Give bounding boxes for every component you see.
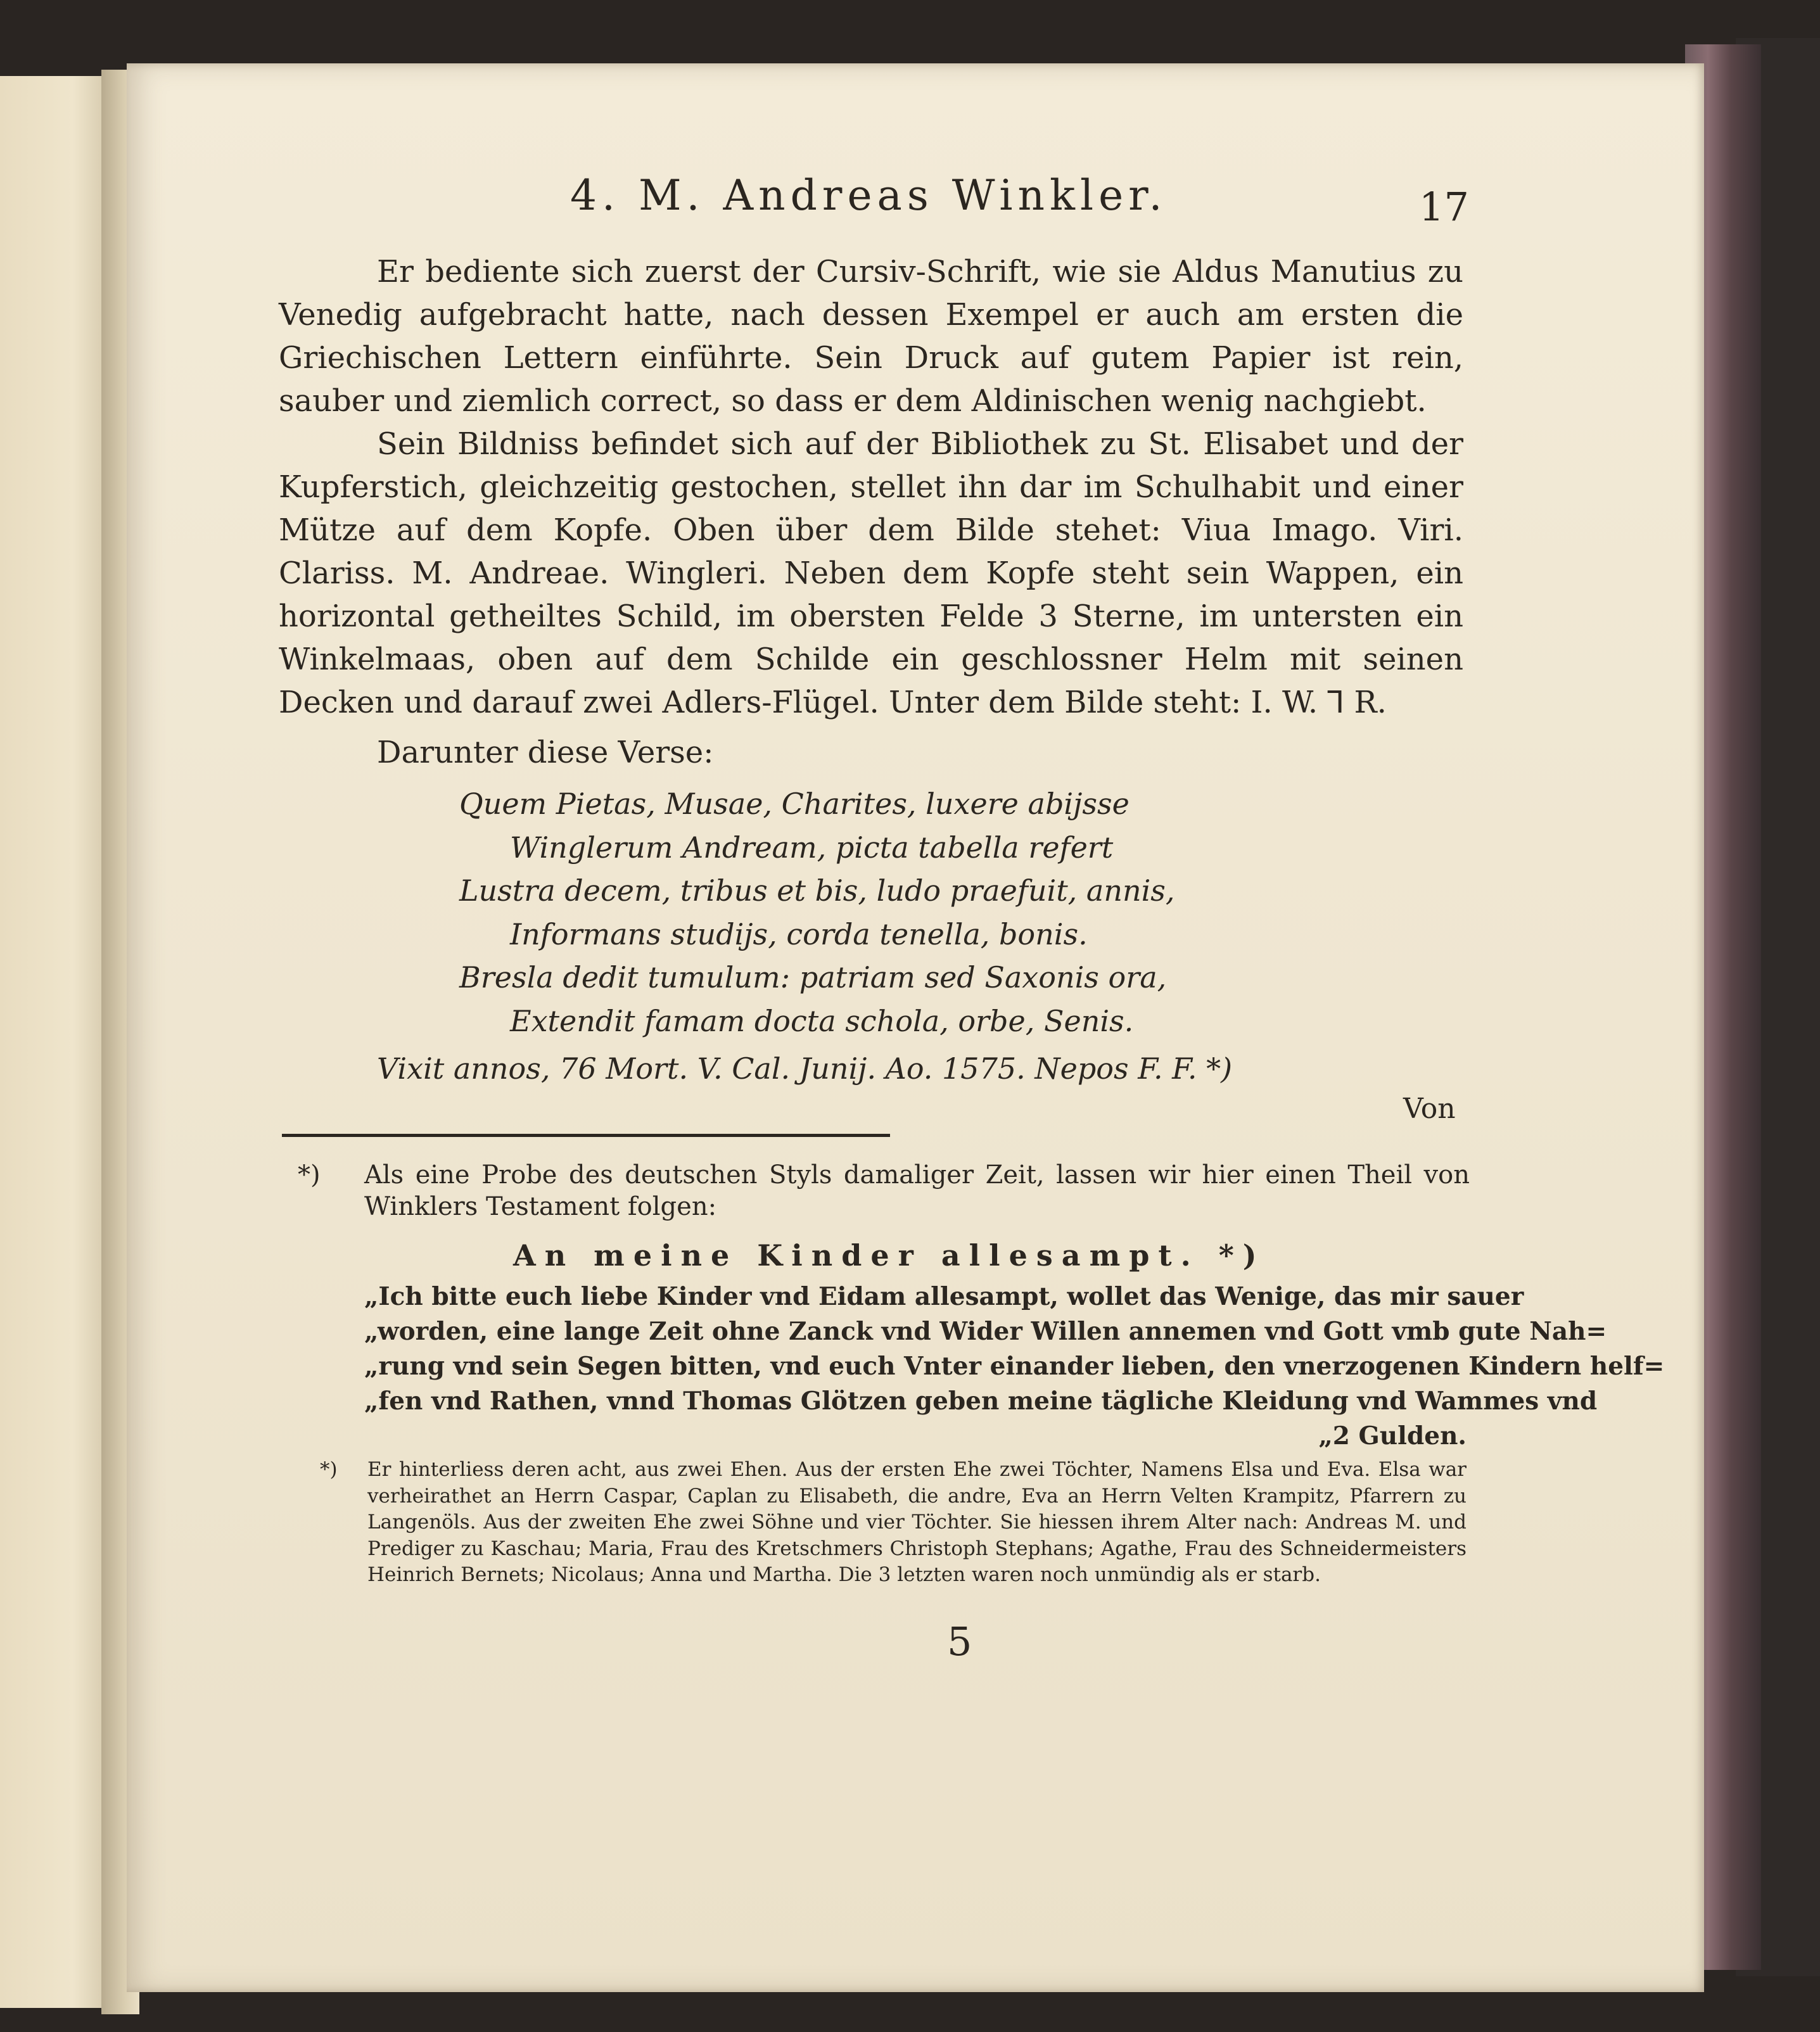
verse-line: Bresla dedit tumulum: patriam sed Saxonis ora,: [459, 960, 1167, 994]
footnote-mark: *): [320, 1458, 338, 1481]
paragraph-2: Sein Bildniss befindet sich auf der Bibliothek zu St. Elisabet und der Kupferstich, gleichzeitig gestochen, stellet ihn dar im Schulhabit und einer Mütze auf dem Kopfe. Oben über dem Bilde stehet: Viua Imago. Viri. Clariss. M. Andreae. Wingleri. Neben dem Kopfe steht sein Wappen, ein horizontal getheiltes Schild, im obersten Felde 3 Sterne, im untersten ein Winkelmaas, oben auf dem Schilde ein geschlossner Helm mit seinen Decken und darauf zwei Adlers-Flügel. Unter dem Bilde steht: I. W. ⅂ R.: [279, 426, 1463, 720]
testament-line: „rung vnd sein Segen bitten, vnd euch Vnter einander lieben, den vnerzogenen Kindern helf=: [364, 1352, 1665, 1381]
footnote-rule: [282, 1134, 890, 1137]
verses-intro: Darunter diese Verse:: [377, 735, 714, 770]
testament-line: „fen vnd Rathen, vnnd Thomas Glötzen geben meine tägliche Kleidung vnd Wammes vnd: [364, 1387, 1598, 1416]
footnote-mark: *): [298, 1160, 321, 1190]
paragraph-1: Er bediente sich zuerst der Cursiv-Schrift, wie sie Aldus Manutius zu Venedig aufgebracht hatte, nach dessen Exempel er auch am ersten die Griechischen Lettern einführte. Sein Druck auf gutem Papier ist rein, sauber und ziemlich correct, so dass er dem Aldinischen wenig nachgiebt.: [279, 254, 1463, 419]
page-title: 4. M. Andreas Winkler.: [570, 171, 1168, 220]
footnote-text: Als eine Probe des deutschen Styls damaliger Zeit, lassen wir hier einen Theil von Winklers Testament folgen:: [364, 1160, 1470, 1221]
verse-line: Lustra decem, tribus et bis, ludo praefuit, annis,: [459, 873, 1175, 908]
verse-line: Quem Pietas, Musae, Charites, luxere abijsse: [459, 787, 1130, 821]
footnote-1: [298, 1159, 1470, 1222]
testament-title: An meine Kinder allesampt. *): [513, 1238, 1266, 1273]
verse-line: Extendit famam docta schola, orbe, Senis.: [510, 1003, 1134, 1038]
verse-block: [459, 782, 1175, 1043]
verse-line: Informans studijs, corda tenella, bonis.: [510, 917, 1088, 951]
footnote-2: [320, 1457, 1467, 1589]
signature-mark: 5: [947, 1618, 972, 1665]
testament-text: [364, 1280, 1665, 1454]
testament-line: „2 Gulden.: [1318, 1421, 1467, 1451]
testament-line: „Ich bitte euch liebe Kinder vnd Eidam allesampt, wollet das Wenige, das mir sauer: [364, 1282, 1524, 1311]
body-text: [279, 250, 1463, 724]
page-number: 17: [1419, 184, 1469, 230]
left-page-edge: [0, 76, 105, 2008]
vixit-line: Vixit annos, 76 Mort. V. Cal. Junij. Ao. 1575. Nepos F. F. *): [377, 1051, 1233, 1086]
verse-line: Winglerum Andream, picta tabella refert: [510, 830, 1114, 865]
footnote-text: Er hinterliess deren acht, aus zwei Ehen. Aus der ersten Ehe zwei Töchter, Namens Elsa und Eva. Elsa war verheirathet an Herrn Caspar, Caplan zu Elisabeth, die andre, Eva an Herrn Velten Krampitz, Pfarrern zu Langenöls. Aus der zweiten Ehe zwei Söhne und vier Töchter. Sie hiessen ihrem Alter nach: Andreas M. und Prediger zu Kaschau; Maria, Frau des Kretschmers Christoph Stephans; Agathe, Frau des Schneidermeisters Heinrich Bernets; Nicolaus; Anna und Martha. Die 3 letzten waren noch unmündig als er starb.: [367, 1458, 1467, 1586]
testament-line: „worden, eine lange Zeit ohne Zanck vnd Wider Willen annemen vnd Gott vmb gute Nah=: [364, 1317, 1607, 1346]
catchword: Von: [1403, 1093, 1456, 1125]
